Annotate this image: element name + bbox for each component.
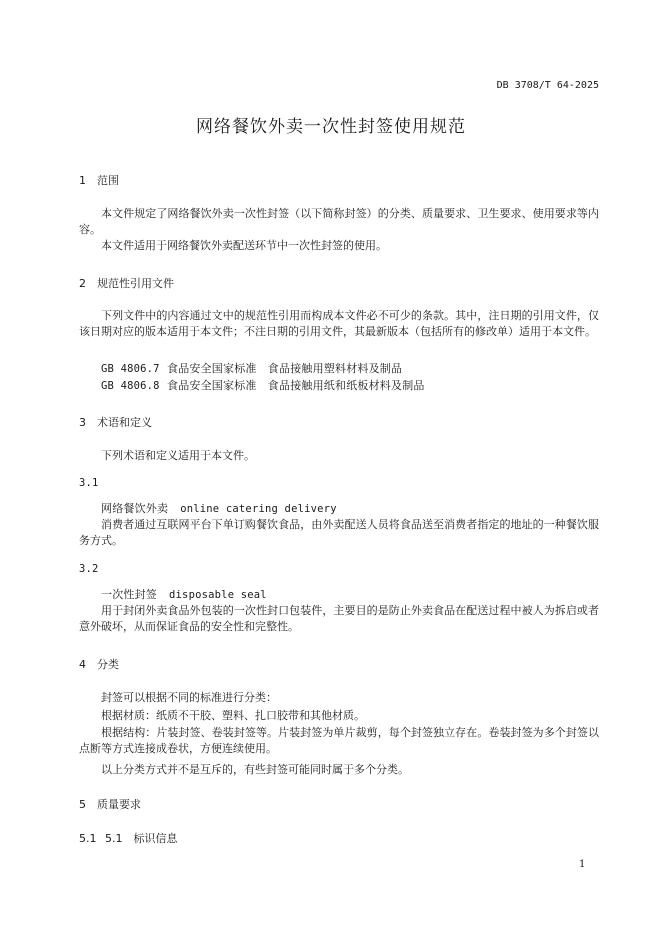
classification-paragraph-3: 根据结构：片装封签、卷装封签等。片装封签为单片裁剪，每个封签独立存在。卷装封签为多个封签以点断等方式连接成卷状，方便连续使用。 (79, 726, 599, 755)
subsection-5-1-heading (79, 830, 178, 846)
section-number: 2 (79, 277, 86, 290)
section-title: 范围 (97, 174, 119, 187)
subsection-title: 5.1 标识信息 (105, 832, 178, 845)
term-english: online catering delivery (180, 503, 337, 515)
section-number: 3 (79, 416, 86, 429)
section-number: 1 (79, 174, 86, 187)
section-title: 分类 (97, 658, 119, 671)
classification-paragraph-1: 封签可以根据不同的标准进行分类： (101, 691, 277, 704)
term-number: 3.1 (79, 477, 99, 489)
terms-intro: 下列术语和定义适用于本文件。 (101, 449, 255, 462)
term-english: disposable seal (169, 589, 267, 601)
section-5-heading (79, 796, 141, 812)
term-definition: 消费者通过互联网平台下单订购餐饮食品，由外卖配送人员将食品送至消费者指定的地址的一种餐饮服务方式。 (79, 518, 599, 547)
term-definition: 用于封闭外卖食品外包装的一次性封口包装件，主要目的是防止外卖食品在配送过程中被人为拆启或者意外破坏，从而保证食品的安全性和完整性。 (79, 604, 599, 633)
document-title: 网络餐饮外卖一次性封签使用规范 (196, 117, 466, 137)
section-number: 5 (79, 798, 86, 811)
document-id: DB 3708/T 64-2025 (496, 80, 599, 91)
section-title: 术语和定义 (97, 416, 152, 429)
section-2-heading (79, 275, 174, 291)
reference-code: GB 4806.7 (101, 363, 160, 375)
classification-paragraph-4: 以上分类方式并不是互斥的，有些封签可能同时属于多个分类。 (101, 763, 409, 776)
section-4-heading (79, 656, 119, 672)
term-heading (101, 501, 337, 517)
reference-item (101, 378, 425, 394)
section-title: 质量要求 (97, 798, 141, 811)
scope-paragraph-2: 本文件适用于网络餐饮外卖配送环节中一次性封签的使用。 (101, 239, 387, 252)
term-number: 3.2 (79, 563, 99, 575)
term-chinese: 一次性封签 (101, 588, 157, 601)
references-paragraph: 下列文件中的内容通过文中的规范性引用而构成本文件必不可少的条款。其中，注日期的引用文件，仅该日期对应的版本适用于本文件；不注日期的引用文件，其最新版本（包括所有的修改单）适用于本文件。 (79, 309, 599, 338)
scope-paragraph-1: 本文件规定了网络餐饮外卖一次性封签（以下简称封签）的分类、质量要求、卫生要求、使用要求等内容。 (79, 207, 599, 236)
section-1-heading (79, 172, 119, 188)
subsection-number: 5.1 (79, 832, 97, 845)
term-chinese: 网络餐饮外卖 (101, 502, 169, 515)
reference-name: 食品安全国家标准 食品接触用塑料材料及制品 (167, 362, 403, 375)
section-number: 4 (79, 658, 86, 671)
reference-item (101, 361, 402, 377)
page-number: 1 (579, 859, 586, 870)
section-title: 规范性引用文件 (97, 277, 174, 290)
classification-paragraph-2: 根据材质：纸质不干胶、塑料、扎口胶带和其他材质。 (101, 709, 365, 722)
reference-code: GB 4806.8 (101, 380, 160, 392)
term-heading (101, 587, 267, 603)
reference-name: 食品安全国家标准 食品接触用纸和纸板材料及制品 (167, 379, 425, 392)
section-3-heading (79, 414, 152, 430)
